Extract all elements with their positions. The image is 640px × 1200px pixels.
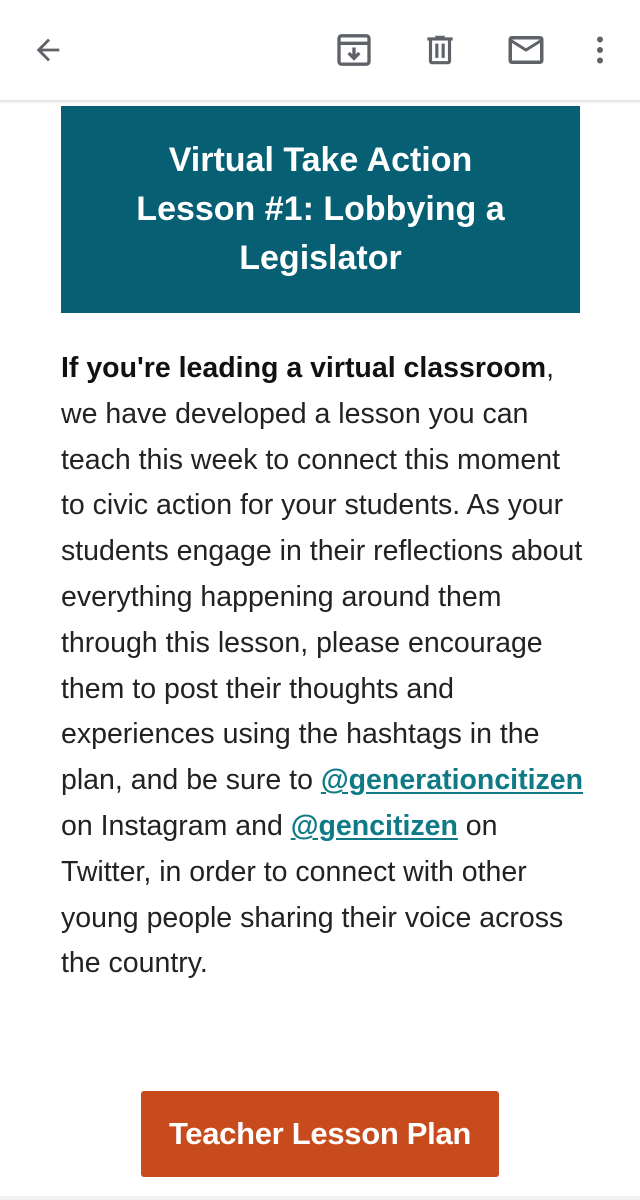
body-text-part: , we have developed a lesson you can teach this week to connect this moment to civic action for your students. As your students engage in their reflections about everything happening around them through this lesson, please encourage them to post their thoughts and experiences using the hashtags in the plan, and be sure to: [61, 352, 583, 797]
body-text-part: on Twitter, in order to connect with other young people sharing their voice across the country.: [61, 809, 564, 980]
envelope-icon: [505, 29, 547, 71]
teacher-lesson-plan-button[interactable]: Teacher Lesson Plan: [141, 1091, 499, 1177]
email-body-paragraph: [61, 346, 591, 987]
mark-unread-button[interactable]: [500, 24, 552, 76]
lead-bold-text: If you're leading a virtual classroom: [61, 352, 547, 384]
lesson-banner: [61, 106, 580, 313]
email-toolbar: [0, 0, 640, 102]
back-button[interactable]: [22, 24, 74, 76]
more-vert-icon: [582, 32, 618, 68]
more-options-button[interactable]: [574, 24, 626, 76]
twitter-handle-link[interactable]: @gencitizen: [290, 809, 458, 842]
instagram-handle-link[interactable]: @generationcitizen: [320, 764, 584, 797]
trash-icon: [421, 31, 459, 69]
divider: [0, 1196, 640, 1200]
body-text-part: on Instagram and: [61, 809, 291, 842]
archive-icon: [334, 30, 374, 70]
delete-button[interactable]: [414, 24, 466, 76]
archive-button[interactable]: [328, 24, 380, 76]
banner-title: Virtual Take Action Lesson #1: Lobbying a Legislator: [136, 141, 505, 277]
arrow-left-icon: [31, 33, 65, 67]
